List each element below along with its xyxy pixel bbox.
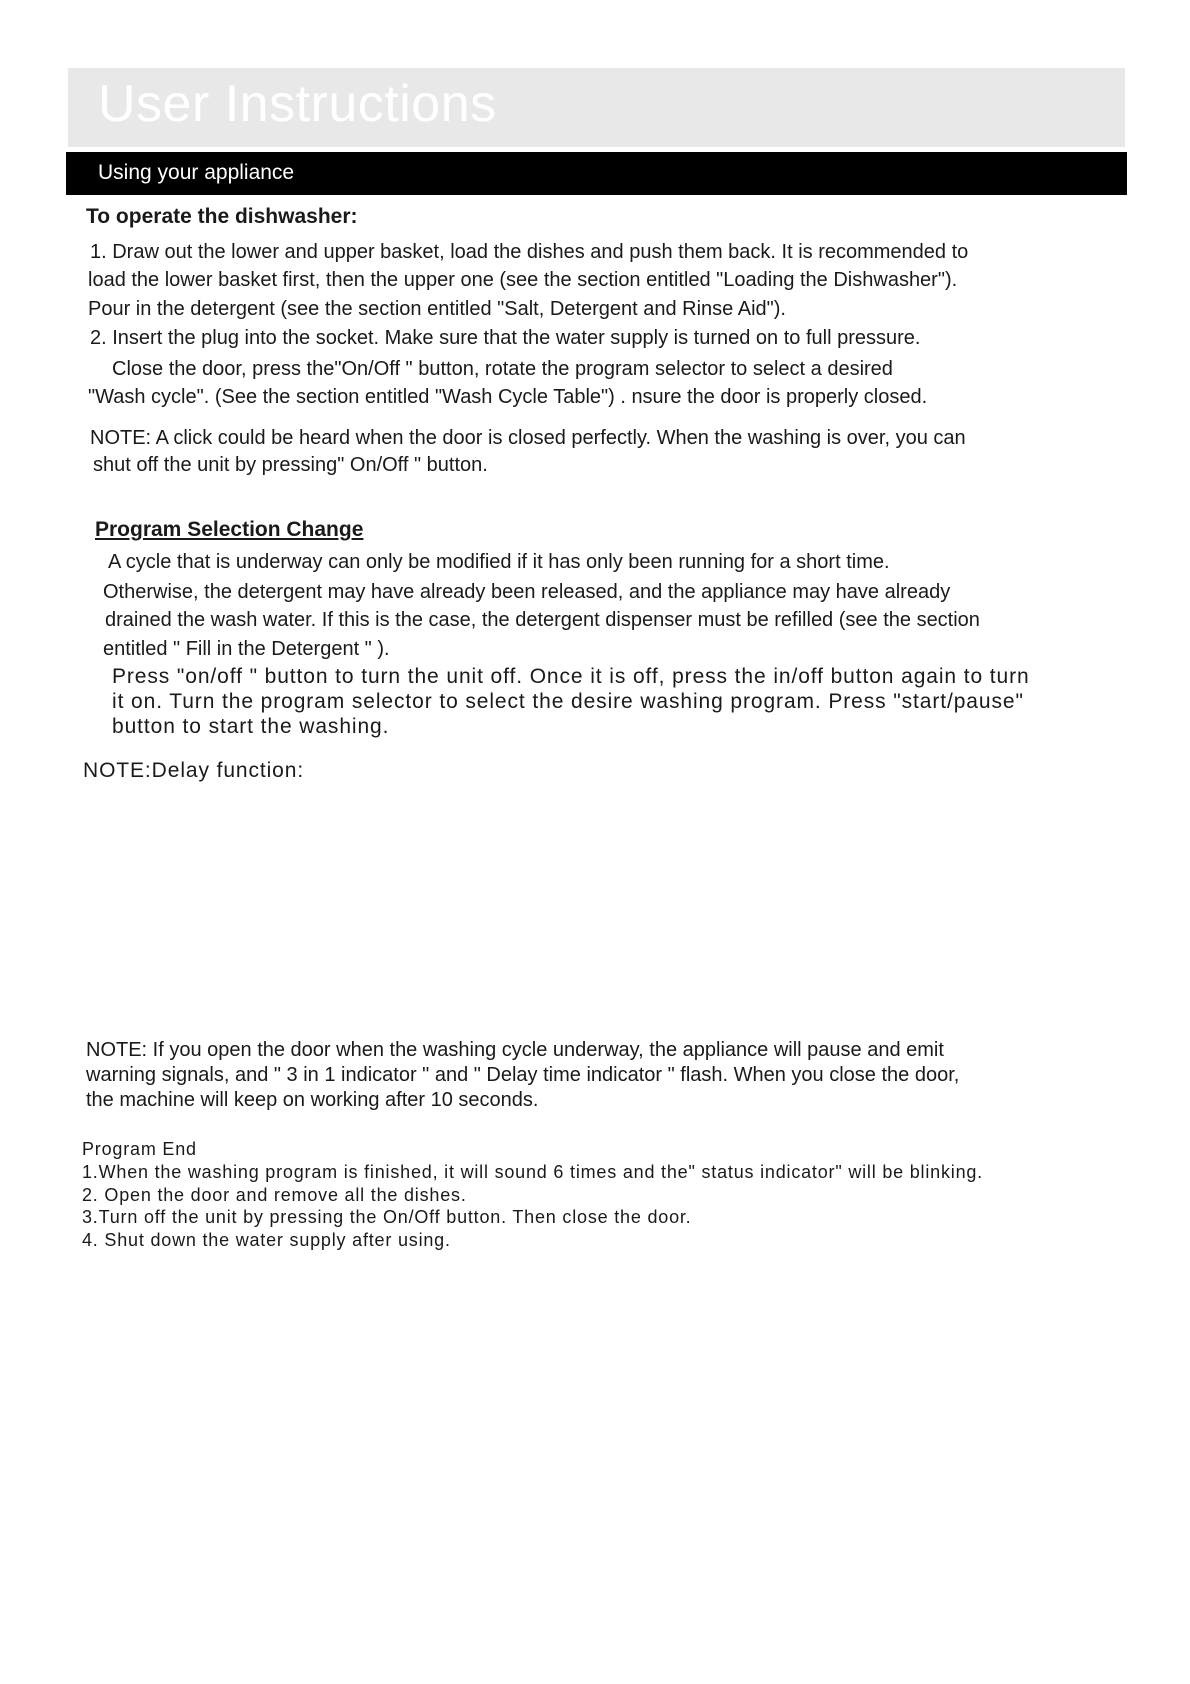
program-change-heading: Program Selection Change: [95, 518, 364, 541]
program-change-press-line: button to start the washing.: [112, 715, 390, 738]
program-end-line: 3.Turn off the unit by pressing the On/Off button. Then close the door.: [82, 1207, 692, 1227]
program-end-line: 4. Shut down the water supply after using.: [82, 1230, 451, 1250]
operate-line: 1. Draw out the lower and upper basket, load the dishes and push them back. It is recommended to: [90, 241, 969, 263]
door-note-line: warning signals, and " 3 in 1 indicator " and " Delay time indicator " flash. When you close the door,: [86, 1064, 960, 1086]
section-header-bar: [66, 152, 1127, 195]
program-change-line: entitled " Fill in the Detergent " ).: [103, 638, 390, 660]
program-end-heading: Program End: [82, 1139, 197, 1159]
program-change-line: drained the wash water. If this is the case, the detergent dispenser must be refilled (see the section: [105, 609, 980, 631]
program-change-press-line: Press "on/off " button to turn the unit off. Once it is off, press the in/off button again to turn: [112, 665, 1030, 688]
operate-heading: To operate the dishwasher:: [86, 205, 358, 228]
operate-line: Pour in the detergent (see the section entitled "Salt, Detergent and Rinse Aid").: [88, 298, 786, 320]
program-end-line: 1.When the washing program is finished, it will sound 6 times and the" status indicator" will be blinking.: [82, 1162, 983, 1182]
operate-line: load the lower basket first, then the upper one (see the section entitled "Loading the Dishwasher").: [88, 269, 958, 291]
section-title: Using your appliance: [98, 161, 295, 184]
door-note-line: NOTE: If you open the door when the washing cycle underway, the appliance will pause and emit: [86, 1039, 944, 1061]
operate-line: "Wash cycle". (See the section entitled "Wash Cycle Table") . nsure the door is properly closed.: [88, 386, 928, 408]
operate-line: 2. Insert the plug into the socket. Make sure that the water supply is turned on to full pressure.: [90, 327, 921, 349]
program-end-line: 2. Open the door and remove all the dishes.: [82, 1185, 467, 1205]
program-change-line: Otherwise, the detergent may have already been released, and the appliance may have already: [103, 581, 951, 603]
page-title: User Instructions: [98, 75, 497, 133]
title-banner: [68, 68, 1125, 147]
operate-note-line: shut off the unit by pressing" On/Off " button.: [93, 454, 488, 476]
operate-note-line: NOTE: A click could be heard when the door is closed perfectly. When the washing is over, you can: [90, 427, 966, 449]
operate-line: Close the door, press the"On/Off " button, rotate the program selector to select a desired: [112, 358, 893, 380]
delay-function-label: NOTE:Delay function:: [83, 759, 305, 782]
program-change-line: A cycle that is underway can only be modified if it has only been running for a short time.: [108, 551, 890, 573]
program-change-press-line: it on. Turn the program selector to select the desire washing program. Press "start/pause": [112, 690, 1024, 713]
door-note-line: the machine will keep on working after 10 seconds.: [86, 1089, 539, 1111]
